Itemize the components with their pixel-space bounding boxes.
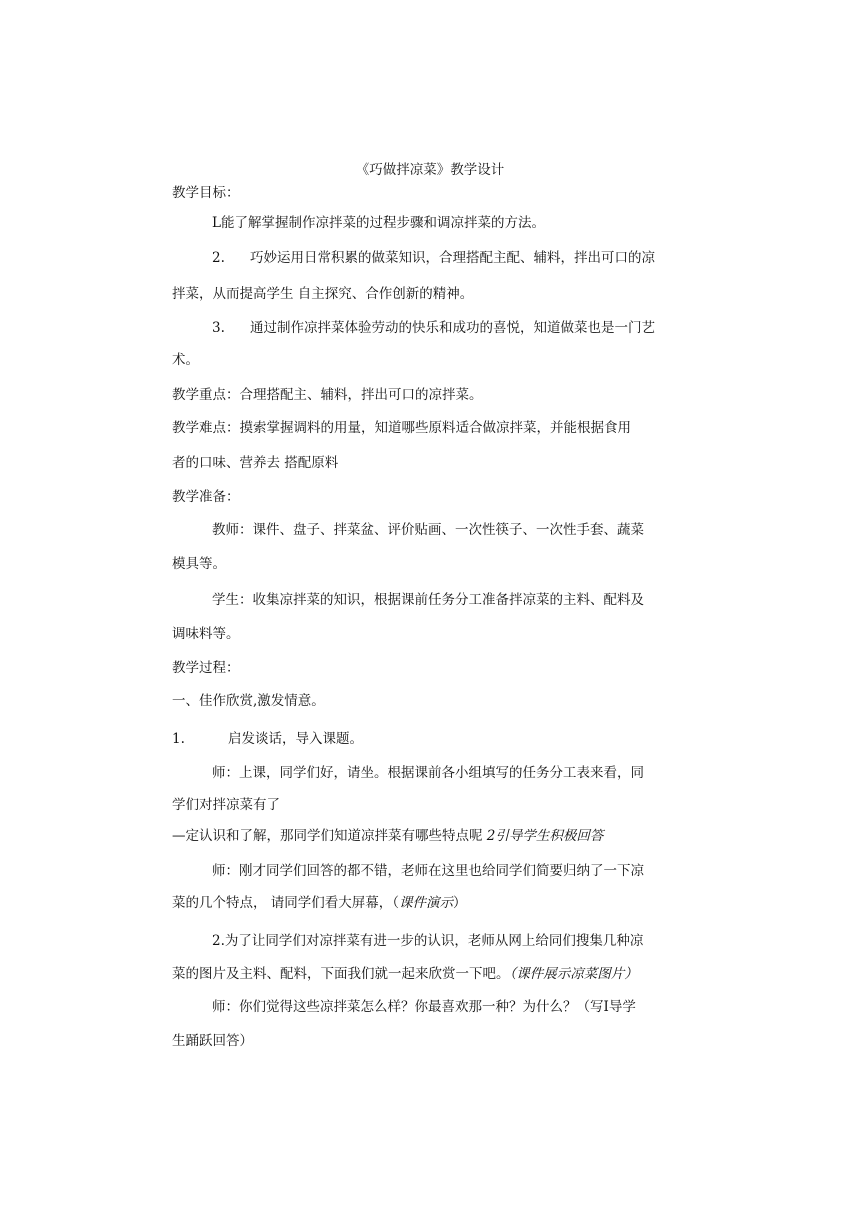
paragraph-2-line-1: 师：刚才同学们回答的都不错，老师在这里也给同学们简要归纳了一下凉 bbox=[212, 863, 644, 879]
paragraph-3-line-2 bbox=[172, 965, 638, 983]
paragraph-1-line-3-text: —定认识和了解，那同学们知道凉拌菜有哪些特点呢 bbox=[172, 828, 487, 844]
objective-2 bbox=[212, 249, 655, 267]
prep-student-line-1: 学生：收集凉拌菜的知识，根据课前任务分工准备拌凉菜的主料、配料及 bbox=[212, 592, 644, 608]
prep-student-line-2: 调味料等。 bbox=[172, 626, 240, 642]
section-1-heading: 一、佳作欣赏,激发情意。 bbox=[172, 693, 325, 709]
step-1-number: 1. bbox=[172, 731, 185, 747]
objective-3-number: 3. bbox=[212, 320, 225, 336]
difficulty-line-2: 者的口味、营养去 搭配原料 bbox=[172, 455, 339, 471]
paragraph-1-line-1: 师：上课，同学们好，请坐。根据课前各小组填写的任务分工表来看，同 bbox=[212, 765, 644, 781]
process-heading: 教学过程： bbox=[172, 660, 240, 676]
prep-teacher-line-1: 教师：课件、盘子、拌菜盆、评价贴画、一次性筷子、一次性手套、蔬菜 bbox=[212, 522, 644, 538]
paragraph-2-line-2 bbox=[172, 894, 467, 912]
paragraph-4-line-2: 生踊跃回答） bbox=[172, 1033, 253, 1049]
objective-1: L能了解掌握制作凉拌菜的过程步骤和调凉拌菜的方法。 bbox=[212, 215, 545, 231]
prep-heading: 教学准备： bbox=[172, 489, 240, 505]
paragraph-3-line-1: 2.为了让同学们对凉拌菜有进一步的认识，老师从网上给同们搜集几种凉 bbox=[212, 933, 644, 949]
objective-3 bbox=[212, 319, 655, 337]
step-1-text: 启发谈话，导入课题。 bbox=[228, 731, 363, 747]
difficulty-line-1: 教学难点：摸索掌握调料的用量，知道哪些原料适合做凉拌菜，并能根据食用 bbox=[172, 420, 631, 436]
paragraph-3-line-2-text: 菜的图片及主料、配料，下面我们就一起来欣赏一下吧。 bbox=[172, 966, 510, 982]
objective-2-number: 2. bbox=[212, 250, 225, 266]
paragraph-3-line-2-note: （课件展示凉菜图片） bbox=[509, 966, 638, 982]
prep-teacher-line-2: 模具等。 bbox=[172, 556, 226, 572]
key-point: 教学重点：合理搭配主、辅料，拌出可口的凉拌菜。 bbox=[172, 387, 483, 403]
paragraph-1-line-3 bbox=[172, 827, 603, 845]
objective-3-continued: 术。 bbox=[172, 352, 199, 368]
paragraph-2-line-2-note: 课件演示 bbox=[399, 895, 454, 911]
objective-3-text: 通过制作凉拌菜体验劳动的快乐和成功的喜悦，知道做菜也是一门艺 bbox=[250, 320, 655, 336]
step-1 bbox=[172, 730, 363, 748]
paragraph-1-line-2: 学们对拌凉菜有了 bbox=[172, 797, 280, 813]
paragraph-4-line-1: 师：你们觉得这些凉拌菜怎么样？你最喜欢那一种？为什么？（写I导学 bbox=[212, 999, 636, 1015]
paragraph-2-line-2-text: 菜的几个特点， 请同学们看大屏幕，（ bbox=[172, 895, 400, 911]
objective-2-text: 巧妙运用日常积累的做菜知识，合理搭配主配、辅料，拌出可口的凉 bbox=[250, 250, 655, 266]
objective-2-continued: 拌菜，从而提高学生 自主探究、合作创新的精神。 bbox=[172, 286, 474, 302]
objectives-heading: 教学目标： bbox=[172, 185, 240, 201]
paragraph-1-line-3-note: 2引导学生积极回答 bbox=[486, 828, 604, 844]
paragraph-2-line-2-close: ） bbox=[453, 895, 467, 911]
document-title: 《巧做拌凉菜》教学设计 bbox=[355, 162, 505, 178]
